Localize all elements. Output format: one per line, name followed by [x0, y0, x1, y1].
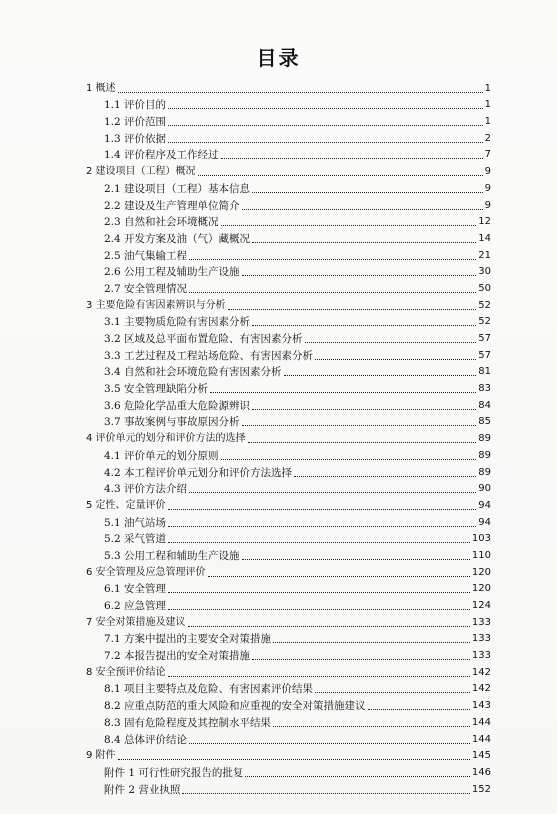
toc-section-entry — [86, 228, 491, 245]
dot-leader — [210, 392, 476, 393]
toc-entry-label: 7.2 本报告提出的安全对策措施 — [104, 650, 251, 663]
dot-leader — [189, 743, 470, 744]
toc-entry-label: 6 安全管理及应急管理评价 — [86, 566, 206, 578]
toc-section-entry — [86, 595, 491, 612]
toc-section-entry — [86, 629, 491, 646]
toc-entry-label: 8 安全预评价结论 — [86, 666, 166, 678]
dot-leader — [242, 559, 470, 560]
dot-leader — [294, 476, 476, 477]
dot-leader — [252, 409, 476, 410]
toc-entry-label: 1.2 评价范围 — [104, 116, 167, 129]
toc-page-number: 9 — [484, 199, 491, 211]
dot-leader — [242, 275, 477, 276]
toc-page-number: 142 — [471, 666, 491, 678]
dot-leader — [242, 425, 477, 426]
toc-entry-label: 8.2 应重点防范的重大风险和应重视的安全对策措施建议 — [104, 700, 366, 713]
toc-chapter-entry — [86, 78, 491, 95]
toc-entry-label: 4.2 本工程评价单元划分和评价方法选择 — [104, 466, 293, 479]
toc-page-number: 52 — [478, 299, 491, 311]
toc-chapter-entry — [86, 428, 491, 445]
dot-leader — [189, 259, 476, 260]
toc-entry-label: 5.1 油气站场 — [104, 516, 167, 529]
dot-leader — [189, 492, 476, 493]
dot-leader — [168, 142, 483, 143]
toc-page-number: 146 — [471, 766, 491, 778]
toc-page-number: 120 — [471, 566, 491, 578]
dot-leader — [118, 92, 483, 93]
toc-section-entry — [86, 445, 491, 462]
toc-page-number: 133 — [471, 616, 491, 628]
toc-page-number: 144 — [471, 733, 491, 745]
toc-entry-label: 4.1 评价单元的划分原则 — [104, 449, 219, 462]
toc-entry-label: 2.5 油气集输工程 — [104, 249, 188, 262]
toc-entry-label: 1.1 评价目的 — [104, 99, 167, 112]
dot-leader — [315, 692, 470, 693]
toc-section-entry — [86, 779, 491, 796]
toc-page-number: 7 — [484, 149, 491, 161]
toc-entry-label: 5.2 采气管道 — [104, 533, 167, 546]
toc-entry-label: 8.4 总体评价结论 — [104, 733, 188, 746]
toc-section-entry — [86, 729, 491, 746]
toc-section-entry — [86, 362, 491, 379]
page-title: 目录 — [256, 46, 301, 70]
toc-page-number: 52 — [478, 316, 491, 328]
toc-chapter-entry — [86, 662, 491, 679]
toc-entry-label: 6.1 安全管理 — [104, 583, 167, 596]
toc-page-number: 84 — [478, 399, 491, 411]
dot-leader — [198, 175, 483, 176]
dot-leader — [252, 192, 483, 193]
toc-section-entry — [86, 111, 491, 128]
dot-leader — [168, 542, 470, 543]
toc-section-entry — [86, 245, 491, 262]
toc-page-number: 9 — [484, 182, 491, 194]
dot-leader — [118, 759, 470, 760]
toc-page-number: 90 — [478, 483, 491, 495]
dot-leader — [305, 342, 477, 343]
dot-leader — [242, 209, 483, 210]
toc-page-number: 94 — [478, 516, 491, 528]
toc-section-entry — [86, 712, 491, 729]
toc-section-entry — [86, 579, 491, 596]
dot-leader — [168, 609, 470, 610]
toc-page-number: 110 — [471, 549, 491, 561]
toc-section-entry — [86, 695, 491, 712]
toc-chapter-entry — [86, 612, 491, 629]
toc-entry-label: 3.6 危险化学品重大危险源辨识 — [104, 399, 251, 412]
toc-entry-label: 3.2 区域及总平面布置危险、有害因素分析 — [104, 333, 303, 345]
toc-page-number: 1 — [484, 82, 491, 94]
toc-entry-label: 3.1 主要物质危险有害因素分析 — [104, 316, 251, 329]
toc-section-entry — [86, 195, 491, 212]
toc-page-number: 133 — [471, 633, 491, 645]
toc-page-number: 83 — [478, 383, 491, 395]
toc-entry-label: 2.3 自然和社会环境概况 — [104, 216, 219, 229]
toc-entry-label: 2.7 安全管理情况 — [104, 282, 188, 295]
toc-entry-label: 8.1 项目主要特点及危险、有害因素评价结果 — [104, 683, 314, 696]
toc-chapter-entry — [86, 161, 491, 178]
toc-section-entry — [86, 128, 491, 145]
toc-page-number: 9 — [484, 166, 491, 178]
toc-page-number: 103 — [471, 533, 491, 545]
toc-page-number: 144 — [471, 716, 491, 728]
toc-page-number: 124 — [471, 600, 491, 611]
toc-page-number: 50 — [478, 282, 491, 294]
toc-page-number: 89 — [478, 433, 491, 445]
toc-entry-label: 1.4 评价程序及工作经过 — [104, 149, 219, 162]
toc-section-entry — [86, 278, 491, 295]
toc-section-entry — [86, 328, 491, 345]
toc-entry-label: 附件 2 营业执照 — [104, 783, 181, 796]
toc-page-number: 21 — [478, 249, 491, 261]
toc-section-entry — [86, 679, 491, 696]
dot-leader — [221, 225, 477, 226]
toc-page-number: 12 — [478, 216, 491, 228]
toc-entry-label: 2.4 开发方案及油（气）藏概况 — [104, 232, 251, 245]
toc-chapter-entry — [86, 562, 491, 579]
toc-section-entry — [86, 378, 491, 395]
toc-entry-label: 3.4 自然和社会环境危险有害因素分析 — [104, 366, 282, 379]
toc-entry-label: 3.5 安全管理缺陷分析 — [104, 383, 209, 396]
dot-leader — [168, 526, 476, 527]
dot-leader — [248, 442, 477, 443]
toc-section-entry — [86, 479, 491, 496]
dot-leader — [189, 292, 476, 293]
dot-leader — [273, 642, 470, 643]
toc-section-entry — [86, 762, 491, 779]
dot-leader — [168, 676, 470, 677]
toc-page-number: 142 — [471, 683, 491, 695]
dot-leader — [182, 793, 470, 794]
dot-leader — [273, 726, 470, 727]
dot-leader — [208, 576, 470, 577]
toc-section-entry — [86, 529, 491, 546]
dot-leader — [252, 325, 476, 326]
dot-leader — [221, 459, 477, 460]
toc-section-entry — [86, 178, 491, 195]
toc-entry-label: 5.3 公用工程和辅助生产设施 — [104, 549, 240, 562]
toc-section-entry — [86, 462, 491, 479]
toc-page-number: 85 — [478, 416, 491, 428]
table-of-contents — [86, 78, 491, 796]
toc-page-number: 81 — [478, 366, 491, 378]
toc-section-entry — [86, 145, 491, 162]
toc-page-number: 94 — [478, 499, 491, 511]
toc-section-entry — [86, 312, 491, 329]
toc-entry-label: 2 建设项目（工程）概况 — [86, 166, 196, 178]
dot-leader — [168, 125, 483, 126]
toc-entry-label: 2.1 建设项目（工程）基本信息 — [104, 182, 251, 195]
toc-page-number: 2 — [484, 132, 491, 144]
toc-entry-label: 6.2 应急管理 — [104, 600, 167, 612]
toc-entry-label: 7.1 方案中提出的主要安全对策措施 — [104, 633, 272, 646]
dot-leader — [221, 158, 483, 159]
toc-page-number: 1 — [484, 99, 491, 111]
toc-entry-label: 4.3 评价方法介绍 — [104, 483, 188, 496]
toc-entry-label: 7 安全对策措施及建议 — [86, 616, 186, 628]
toc-chapter-entry — [86, 746, 491, 763]
dot-leader — [315, 359, 476, 360]
toc-chapter-entry — [86, 495, 491, 512]
toc-entry-label: 附件 1 可行性研究报告的批复 — [104, 766, 244, 779]
toc-page-number: 143 — [471, 700, 491, 712]
toc-page-number: 1 — [484, 116, 491, 128]
toc-section-entry — [86, 212, 491, 229]
dot-leader — [284, 375, 477, 376]
dot-leader — [188, 626, 470, 627]
toc-chapter-entry — [86, 295, 491, 312]
toc-entry-label: 1.3 评价依据 — [104, 132, 167, 145]
dot-leader — [168, 592, 470, 593]
toc-section-entry — [86, 395, 491, 412]
toc-entry-label: 3.7 事故案例与事故原因分析 — [104, 416, 240, 429]
dot-leader — [368, 709, 470, 710]
dot-leader — [245, 776, 470, 777]
toc-section-entry — [86, 545, 491, 562]
toc-page-number: 152 — [471, 783, 491, 795]
toc-page-number: 57 — [478, 349, 491, 361]
dot-leader — [168, 108, 483, 109]
dot-leader — [252, 659, 470, 660]
dot-leader — [228, 309, 477, 310]
toc-section-entry — [86, 95, 491, 112]
toc-section-entry — [86, 262, 491, 279]
toc-page-number: 89 — [478, 449, 491, 461]
toc-page-number: 120 — [471, 583, 491, 595]
toc-entry-label: 9 附件 — [86, 750, 116, 762]
toc-entry-label: 5 定性、定量评价 — [86, 499, 166, 511]
toc-section-entry — [86, 512, 491, 529]
toc-page-number: 30 — [478, 266, 491, 278]
dot-leader — [252, 242, 476, 243]
toc-page-number: 57 — [478, 333, 491, 344]
toc-section-entry — [86, 645, 491, 662]
toc-entry-label: 1 概述 — [86, 82, 116, 94]
toc-entry-label: 2.6 公用工程及辅助生产设施 — [104, 266, 240, 279]
toc-page-number: 14 — [478, 232, 491, 244]
toc-entry-label: 3.3 工艺过程及工程站场危险、有害因素分析 — [104, 349, 314, 362]
toc-entry-label: 8.3 固有危险程度及其控制水平结果 — [104, 716, 272, 729]
dot-leader — [168, 509, 477, 510]
toc-page-number: 89 — [478, 466, 491, 478]
toc-entry-label: 2.2 建设及生产管理单位简介 — [104, 199, 240, 212]
toc-section-entry — [86, 345, 491, 362]
toc-page-number: 145 — [471, 750, 491, 762]
toc-page-number: 133 — [471, 650, 491, 662]
toc-section-entry — [86, 412, 491, 429]
toc-entry-label: 4 评价单元的划分和评价方法的选择 — [86, 433, 246, 445]
toc-entry-label: 3 主要危险有害因素辨识与分析 — [86, 299, 226, 311]
